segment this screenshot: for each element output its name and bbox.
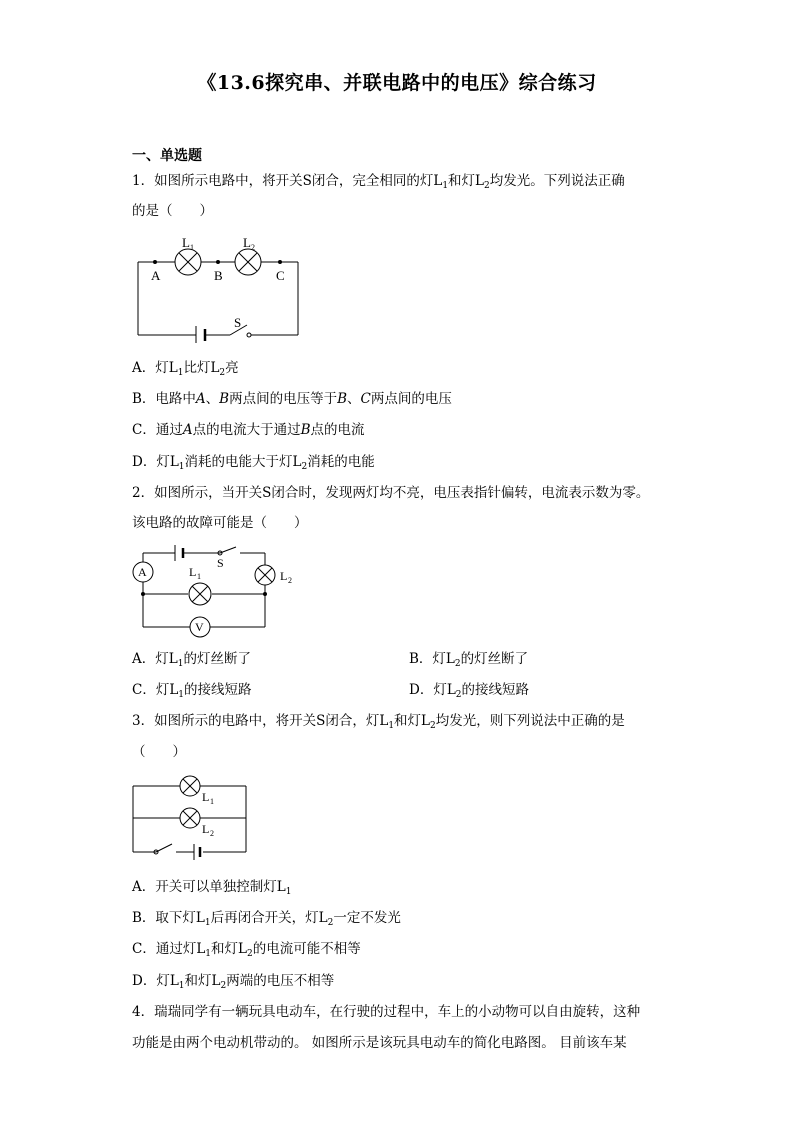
svg-text:L: L bbox=[243, 235, 251, 250]
svg-text:2: 2 bbox=[288, 576, 292, 585]
svg-text:2: 2 bbox=[210, 829, 214, 838]
q2-option-b[interactable]: B．灯$L_2$的灯丝断了 bbox=[409, 651, 529, 669]
q3-stem-line1: 3．如图所示的电路中，将开关S闭合，灯$L_1$和灯$L_2$均发光，则下列说法中正确的是 bbox=[132, 713, 625, 731]
svg-text:L: L bbox=[202, 790, 210, 804]
svg-text:L: L bbox=[189, 565, 197, 579]
svg-text:A: A bbox=[138, 565, 147, 579]
svg-text:C: C bbox=[276, 268, 285, 283]
svg-text:2: 2 bbox=[251, 243, 255, 252]
q3-option-b[interactable]: B．取下灯$L_1$后再闭合开关，灯$L_2$一定不发光 bbox=[132, 910, 401, 928]
page-title: 《13.6探究串、并联电路中的电压》综合练习 bbox=[197, 72, 597, 94]
q2-stem-line1: 2．如图所示，当开关S闭合时，发现两灯均不亮，电压表指针偏转，电流表示数为零。 bbox=[132, 485, 650, 501]
svg-text:S: S bbox=[217, 556, 224, 570]
q1-option-b[interactable]: B．电路中A、B两点间的电压等于B、C两点间的电压 bbox=[132, 391, 452, 407]
svg-text:L: L bbox=[202, 822, 210, 836]
q1-option-a[interactable]: A．灯$L_1$比灯$L_2$亮 bbox=[132, 360, 239, 378]
svg-text:B: B bbox=[214, 268, 223, 283]
q3-option-c[interactable]: C．通过灯$L_1$和灯$L_2$的电流可能不相等 bbox=[132, 941, 361, 959]
svg-text:L: L bbox=[182, 235, 190, 250]
q3-stem-line2: （ ） bbox=[132, 744, 186, 760]
q1-circuit-diagram bbox=[130, 228, 310, 343]
q1-option-c[interactable]: C．通过A点的电流大于通过B点的电流 bbox=[132, 422, 365, 438]
q2-option-c[interactable]: C．灯$L_1$的接线短路 bbox=[132, 682, 252, 700]
q3-option-a[interactable]: A．开关可以单独控制灯$L_1$ bbox=[132, 879, 292, 897]
svg-text:S: S bbox=[234, 315, 242, 330]
q3-circuit-diagram bbox=[128, 772, 258, 864]
q2-stem-line2: 该电路的故障可能是（ ） bbox=[132, 515, 308, 531]
q1-stem-line2: 的是（ ） bbox=[132, 203, 213, 219]
q2-circuit-diagram bbox=[128, 540, 303, 640]
q2-option-d[interactable]: D．灯$L_2$的接线短路 bbox=[409, 682, 530, 700]
svg-text:1: 1 bbox=[210, 797, 214, 806]
svg-text:L: L bbox=[280, 569, 288, 583]
svg-text:A: A bbox=[151, 268, 161, 283]
svg-text:1: 1 bbox=[190, 243, 194, 252]
svg-text:1: 1 bbox=[197, 572, 201, 581]
q2-option-a[interactable]: A．灯$L_1$的灯丝断了 bbox=[132, 651, 251, 669]
q1-option-d[interactable]: D．灯$L_1$消耗的电能大于灯$L_2$消耗的电能 bbox=[132, 454, 375, 472]
q1-stem-line1: 1．如图所示电路中，将开关S闭合，完全相同的灯$L_1$和灯$L_2$均发光。下列说法正确 bbox=[132, 173, 625, 191]
q4-stem-line2: 功能是由两个电动机带动的。 如图所示是该玩具电动车的简化电路图。 目前该车某 bbox=[132, 1035, 627, 1051]
svg-text:V: V bbox=[195, 620, 204, 634]
section-heading: 一、单选题 bbox=[132, 148, 202, 164]
q3-option-d[interactable]: D．灯$L_1$和灯$L_2$两端的电压不相等 bbox=[132, 973, 335, 991]
q4-stem-line1: 4．瑞瑞同学有一辆玩具电动车，在行驶的过程中，车上的小动物可以自由旋转，这种 bbox=[132, 1004, 641, 1020]
